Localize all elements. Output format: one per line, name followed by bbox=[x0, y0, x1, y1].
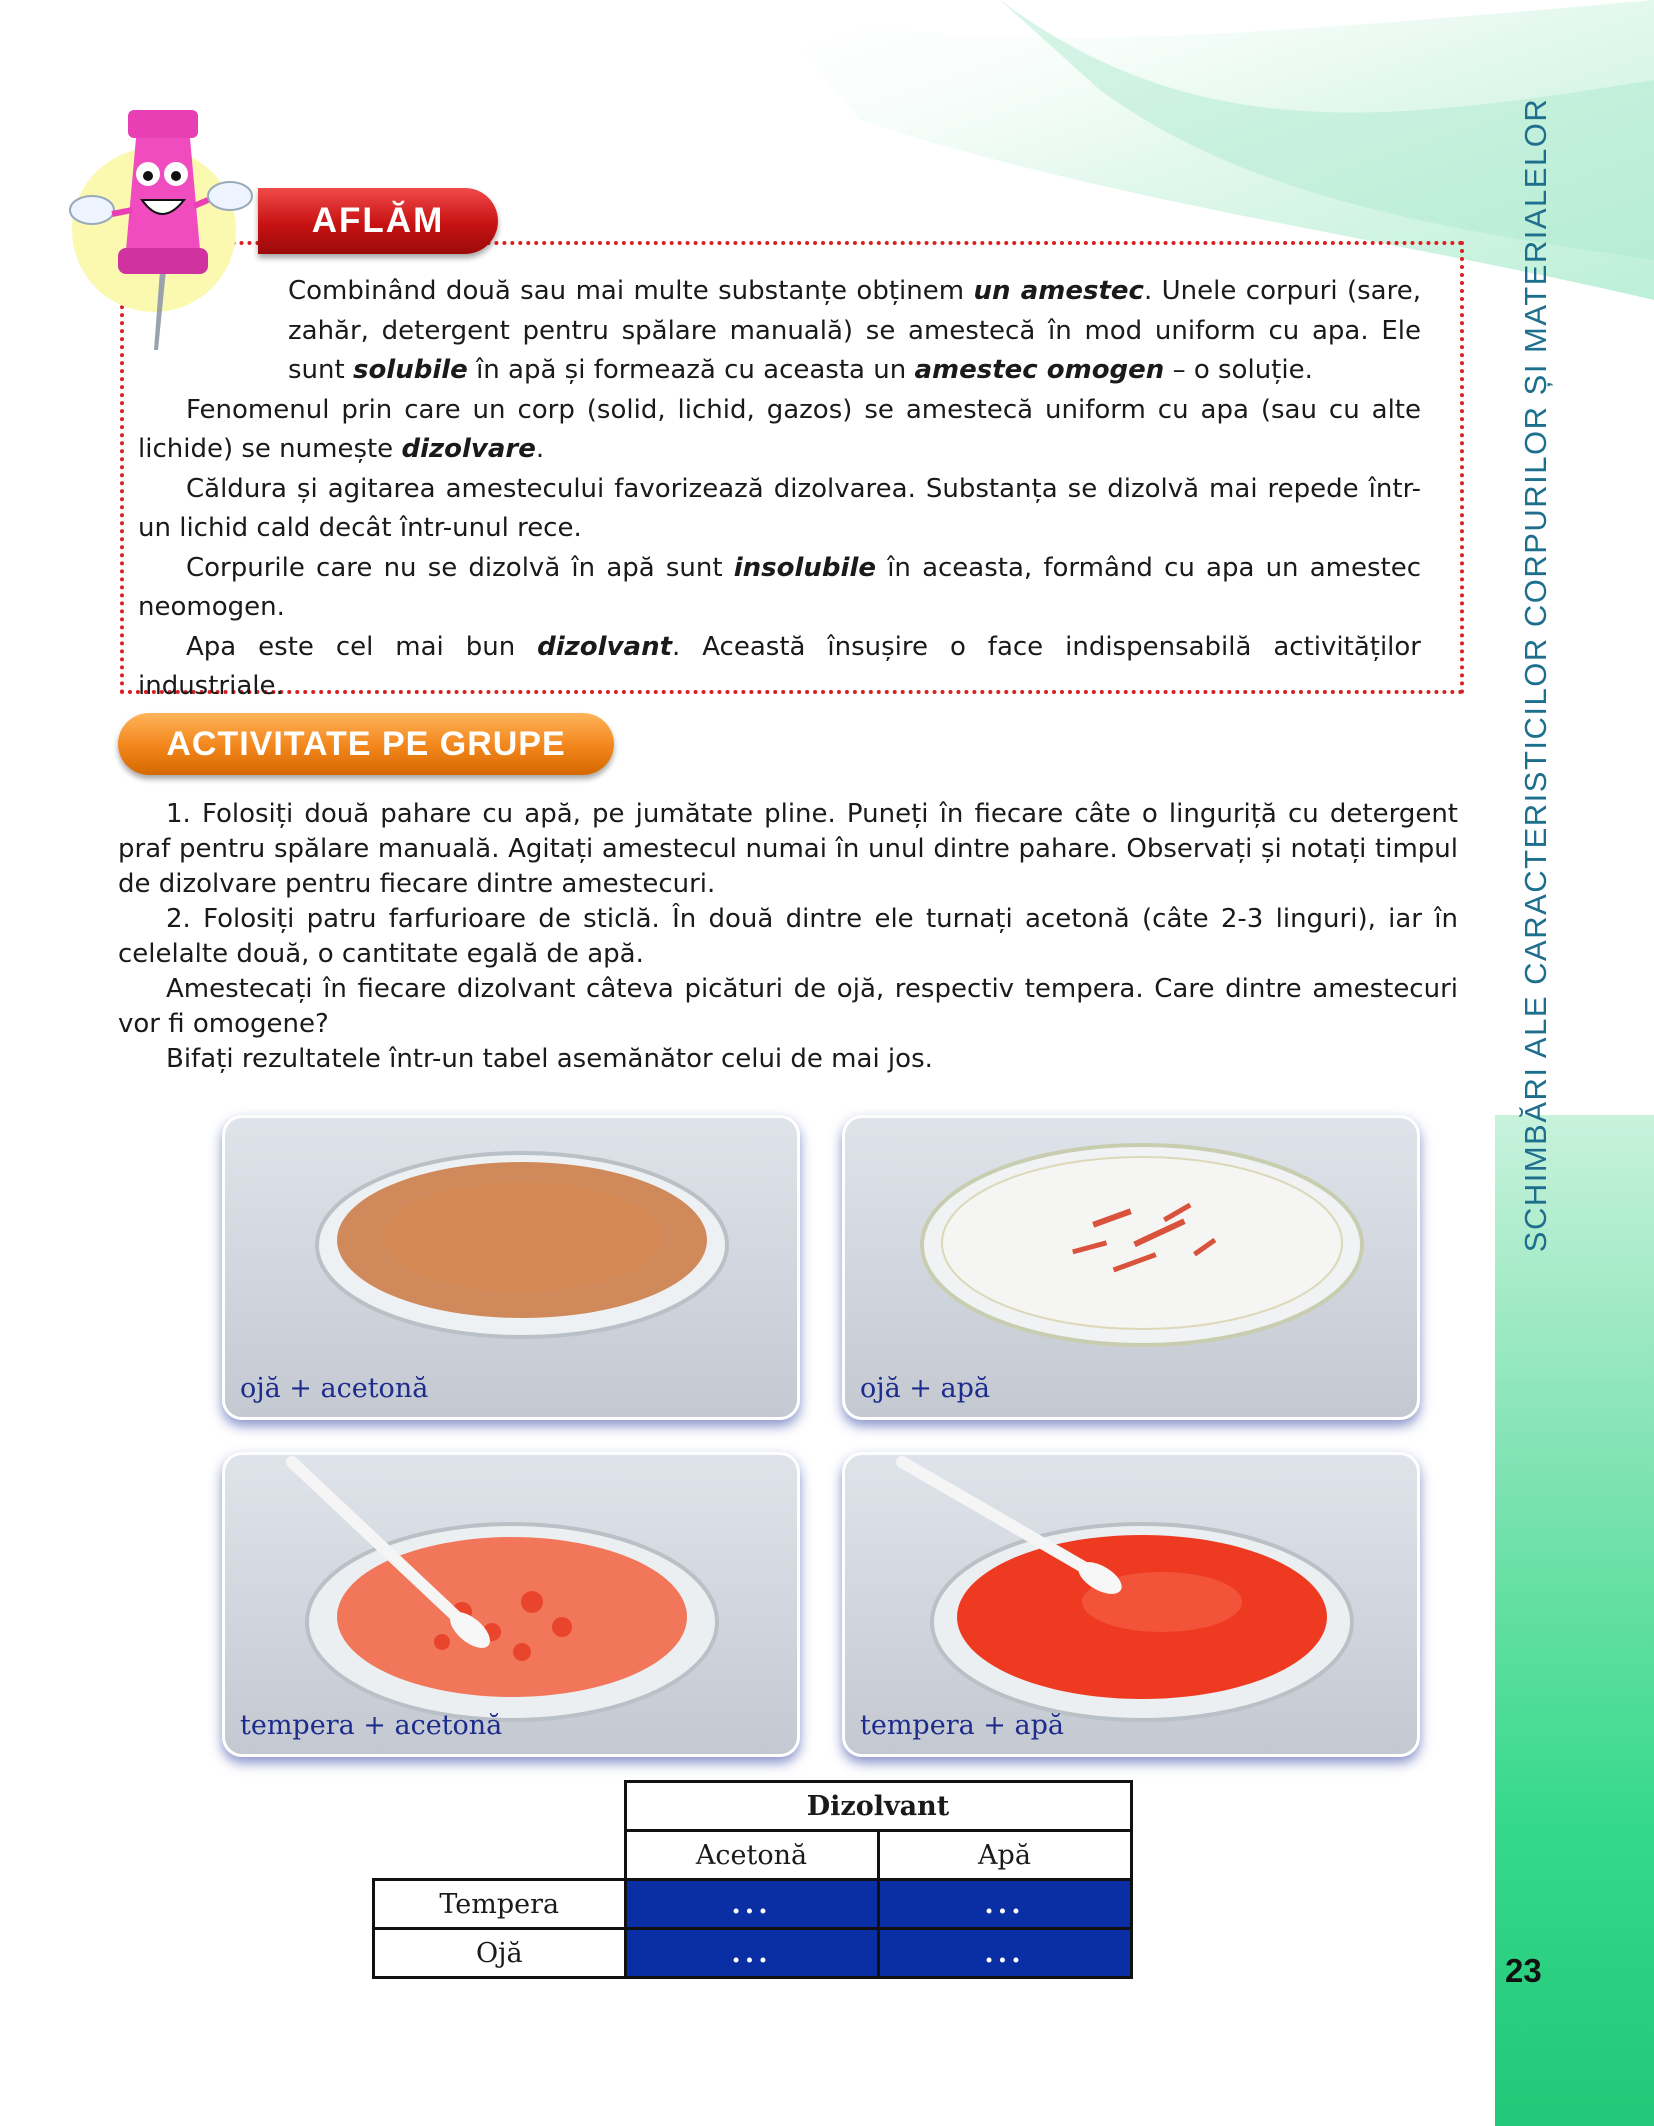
table-cell: ... bbox=[625, 1880, 878, 1929]
table-cell: ... bbox=[878, 1929, 1131, 1978]
activitate-paragraph-3: Amestecați în fiecare dizolvant câteva picături de ojă, respectiv tempera. Care dintre amestecuri vor fi omogene? bbox=[118, 974, 1458, 1039]
photo-caption: tempera + apă bbox=[860, 1710, 1064, 1741]
activitate-paragraph-4: Bifați rezultatele într-un tabel asemănător celui de mai jos. bbox=[166, 1044, 933, 1074]
table-cell: ... bbox=[878, 1880, 1131, 1929]
photo-tempera-acetona bbox=[222, 1452, 800, 1757]
page-number: 23 bbox=[1505, 1952, 1542, 1989]
aflam-paragraph-2: Fenomenul prin care un corp (solid, lichid, gazos) se amestecă uniform cu apa (sau cu alte lichide) se numește dizolvare. bbox=[138, 394, 1421, 464]
pushpin-mascot-icon bbox=[62, 100, 282, 360]
table-header-dizolvant: Dizolvant bbox=[625, 1782, 1131, 1831]
aflam-paragraph-1: Combinând două sau mai multe substanțe obținem un amestec. Unele corpuri (sare, zahăr, detergent pentru spălare manuală) se amestecă în mod uniform cu apa. Ele sunt solubile în apă și formează cu aceasta un amestec omogen – o soluție. bbox=[288, 276, 1421, 385]
aflam-header-badge bbox=[258, 188, 498, 254]
table-cell: ... bbox=[625, 1929, 878, 1978]
aflam-paragraph-3: Căldura și agitarea amestecului favorizează dizolvarea. Substanța se dizolvă mai repede într-un lichid cald decât într-unul rece. bbox=[138, 473, 1421, 543]
table-column-header: Acetonă bbox=[625, 1831, 878, 1880]
chapter-title-text: SCHIMBĂRI ALE CARACTERISTICILOR CORPURILOR ȘI MATERIALELOR bbox=[1518, 97, 1554, 1253]
aflam-paragraph-5: Apa este cel mai bun dizolvant. Această însușire o face indispensabilă activităților industriale. bbox=[138, 631, 1421, 701]
chapter-side-title bbox=[1512, 97, 1560, 1253]
table-row bbox=[374, 1880, 1132, 1929]
results-table bbox=[372, 1780, 1133, 1979]
photo-caption: ojă + apă bbox=[860, 1373, 990, 1404]
table-row-label: Tempera bbox=[374, 1880, 626, 1929]
photo-caption: ojă + acetonă bbox=[240, 1373, 429, 1404]
table-row bbox=[374, 1929, 1132, 1978]
table-row-label: Ojă bbox=[374, 1929, 626, 1978]
activitate-label: ACTIVITATE PE GRUPE bbox=[166, 724, 566, 763]
photo-caption: tempera + acetonă bbox=[240, 1710, 503, 1741]
activitate-body bbox=[118, 797, 1458, 1077]
table-row bbox=[374, 1782, 1132, 1831]
photo-oja-apa bbox=[842, 1115, 1420, 1420]
photo-tempera-apa bbox=[842, 1452, 1420, 1757]
photo-oja-acetona bbox=[222, 1115, 800, 1420]
activitate-header-badge bbox=[118, 713, 614, 775]
aflam-body bbox=[138, 272, 1421, 707]
aflam-label: AFLĂM bbox=[311, 201, 445, 240]
activitate-paragraph-1: 1. Folosiți două pahare cu apă, pe jumătate pline. Puneți în fiecare câte o linguriță cu detergent praf pentru spălare manuală. Agitați amestecul numai în unul dintre pahare. Observați și notați timpul de dizolvare pentru fiecare dintre amestecuri. bbox=[118, 799, 1458, 899]
activitate-paragraph-2: 2. Folosiți patru farfurioare de sticlă. În două dintre ele turnați acetonă (câte 2-3 linguri), iar în celelalte două, o cantitate egală de apă. bbox=[118, 904, 1458, 969]
aflam-paragraph-4: Corpurile care nu se dizolvă în apă sunt insolubile în aceasta, formând cu apa un amestec neomogen. bbox=[138, 552, 1421, 622]
table-column-header: Apă bbox=[878, 1831, 1131, 1880]
